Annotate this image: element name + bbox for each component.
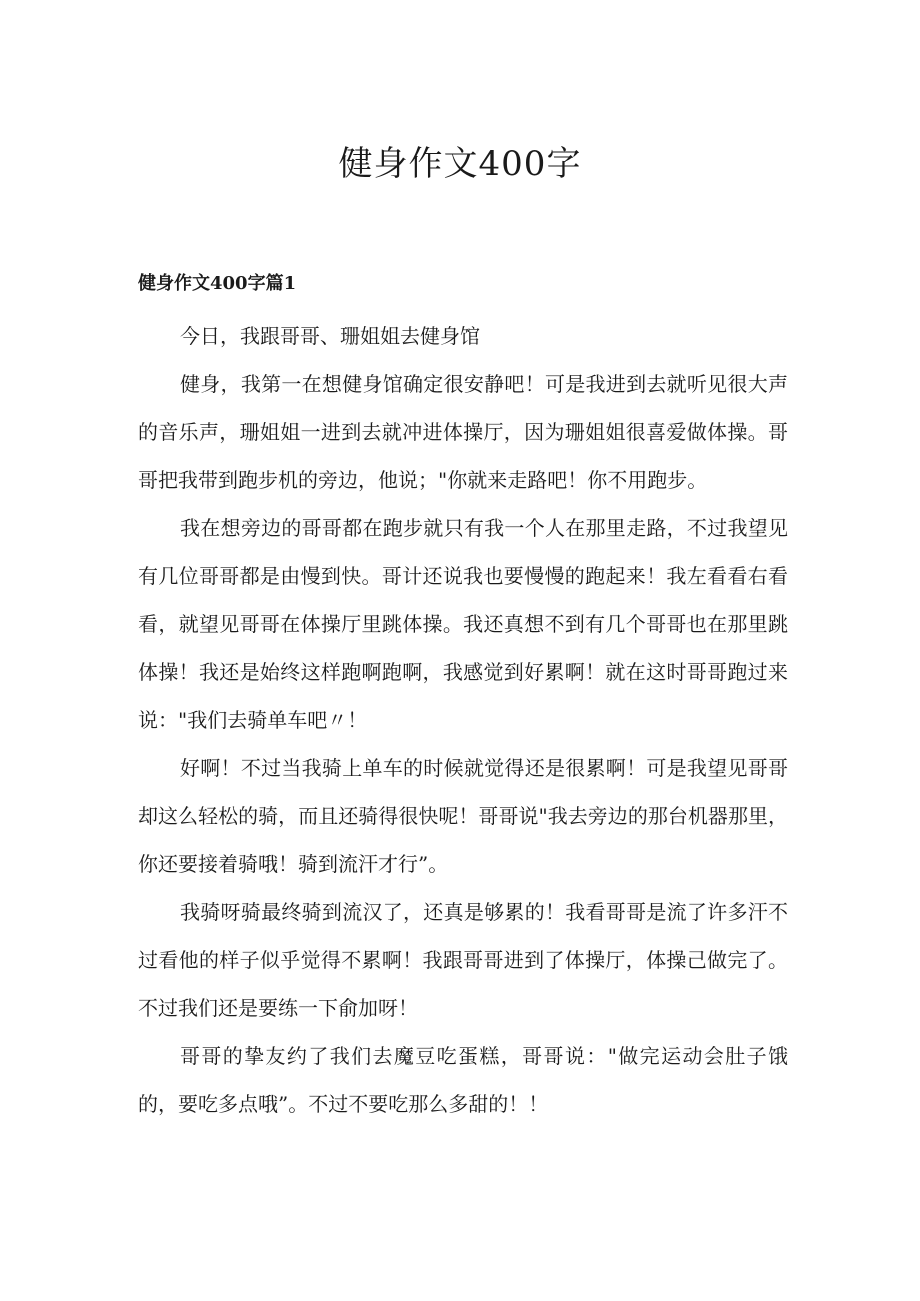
- paragraph: 我骑呀骑最终骑到流汉了，还真是够累的！我看哥哥是流了许多汗不过看他的样子似乎觉得不累啊！我跟哥哥进到了体操厅，体操己做完了。不过我们还是要练一下俞加呀！: [138, 900, 788, 1020]
- paragraph: 哥哥的挚友约了我们去魔豆吃蛋糕，哥哥说："做完运动会肚子饿的，要吃多点哦”。不过不要吃那么多甜的！！: [138, 1044, 788, 1116]
- document-title: 健身作文400字: [338, 144, 582, 184]
- section-heading: 健身作文400字篇1: [138, 273, 297, 294]
- paragraph: 好啊！不过当我骑上单车的时候就觉得还是很累啊！可是我望见哥哥却这么轻松的骑，而且还骑得很快呢！哥哥说"我去旁边的那台机器那里，你还要接着骑哦！骑到流汗才行”。: [138, 756, 788, 876]
- paragraph: 我在想旁边的哥哥都在跑步就只有我一个人在那里走路，不过我望见有几位哥哥都是由慢到快。哥计还说我也要慢慢的跑起来！我左看看右看看，就望见哥哥在体操厅里跳体操。我还真想不到有几个哥哥也在那里跳体操！我还是始终这样跑啊跑啊，我感觉到好累啊！就在这时哥哥跑过来说："我们去骑单车吧〃！: [138, 516, 788, 732]
- article-body: [138, 312, 788, 1128]
- paragraph: 今日，我跟哥哥、珊姐姐去健身馆: [180, 324, 480, 348]
- paragraph: 健身，我第一在想健身馆确定很安静吧！可是我进到去就听见很大声的音乐声，珊姐姐一进到去就冲进体操厅，因为珊姐姐很喜爱做体操。哥哥把我带到跑步机的旁边，他说；"你就来走路吧！你不用跑步。: [138, 372, 788, 492]
